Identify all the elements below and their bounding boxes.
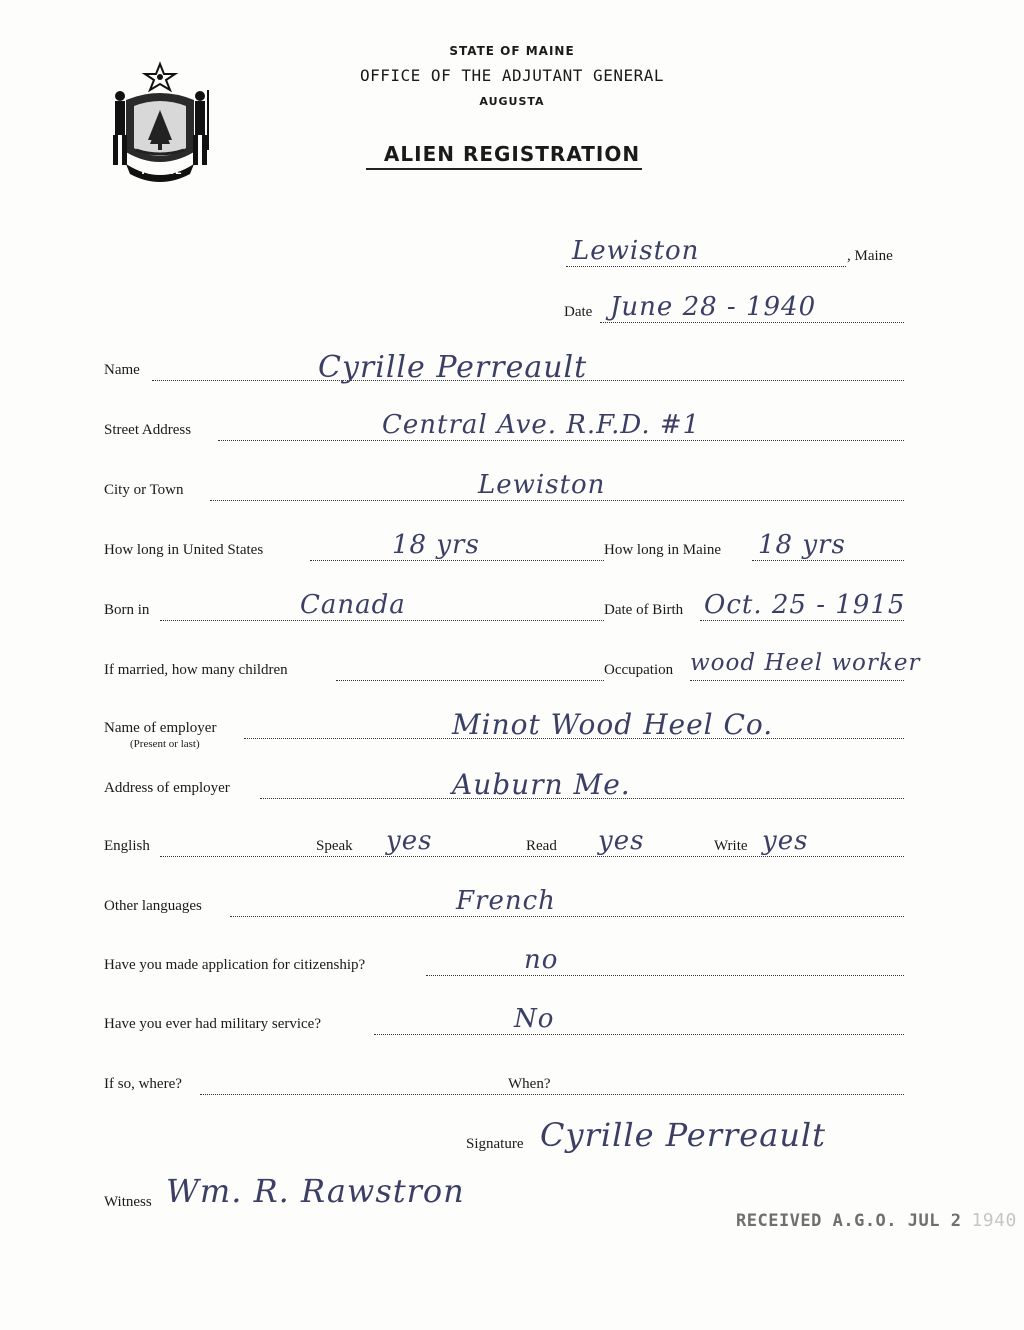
dob-value[interactable]: Oct. 25 - 1915 bbox=[704, 590, 906, 620]
header-office: OFFICE OF THE ADJUTANT GENERAL bbox=[360, 66, 664, 85]
me-stay-value[interactable]: 18 yrs bbox=[758, 530, 846, 560]
citizenship-value[interactable]: no bbox=[524, 945, 559, 975]
place-value[interactable]: Lewiston bbox=[572, 236, 700, 266]
speak-value[interactable]: yes bbox=[386, 826, 433, 856]
header-city: AUGUSTA bbox=[479, 95, 545, 108]
citizenship-row bbox=[0, 945, 1024, 981]
received-stamp bbox=[736, 1210, 1017, 1231]
military-row bbox=[0, 1004, 1024, 1040]
seal-banner-text: MAINE bbox=[141, 166, 183, 177]
city-row bbox=[0, 470, 1024, 506]
read-label: Read bbox=[526, 838, 560, 855]
witness-label: Witness bbox=[104, 1194, 155, 1211]
how-long-row bbox=[0, 530, 1024, 566]
read-value[interactable]: yes bbox=[598, 826, 645, 856]
employer-label: Name of employer bbox=[104, 720, 219, 737]
street-value[interactable]: Central Ave. R.F.D. #1 bbox=[382, 410, 701, 440]
header-state: STATE OF MAINE bbox=[449, 44, 575, 58]
born-row bbox=[0, 590, 1024, 626]
street-row bbox=[0, 410, 1024, 446]
name-value[interactable]: Cyrille Perreault bbox=[318, 350, 588, 385]
signature-value[interactable]: Cyrille Perreault bbox=[540, 1116, 827, 1154]
write-label: Write bbox=[714, 838, 751, 855]
dob-label: Date of Birth bbox=[604, 602, 686, 619]
where-when-row bbox=[0, 1076, 1024, 1100]
other-languages-value[interactable]: French bbox=[456, 886, 556, 916]
military-value[interactable]: No bbox=[514, 1004, 555, 1034]
street-label: Street Address bbox=[104, 422, 194, 439]
employer-address-value[interactable]: Auburn Me. bbox=[452, 768, 631, 801]
city-label: City or Town bbox=[104, 482, 187, 499]
other-languages-label: Other languages bbox=[104, 898, 205, 915]
date-label: Date bbox=[564, 304, 595, 321]
occupation-value[interactable]: wood Heel worker bbox=[690, 650, 921, 676]
date-value[interactable]: June 28 - 1940 bbox=[610, 292, 817, 322]
where-label: If so, where? bbox=[104, 1076, 185, 1093]
employer-address-row bbox=[0, 768, 1024, 804]
military-label: Have you ever had military service? bbox=[104, 1016, 324, 1033]
write-value[interactable]: yes bbox=[762, 826, 809, 856]
signature-label: Signature bbox=[466, 1136, 527, 1153]
english-row bbox=[0, 826, 1024, 862]
employer-value[interactable]: Minot Wood Heel Co. bbox=[452, 708, 774, 741]
me-stay-label: How long in Maine bbox=[604, 542, 724, 559]
name-row bbox=[0, 350, 1024, 386]
employer-address-label: Address of employer bbox=[104, 780, 233, 797]
place-label: , Maine bbox=[847, 248, 896, 265]
employer-sublabel: (Present or last) bbox=[130, 738, 200, 750]
us-stay-label: How long in United States bbox=[104, 542, 266, 559]
city-value[interactable]: Lewiston bbox=[478, 470, 606, 500]
when-label: When? bbox=[508, 1076, 553, 1093]
english-label: English bbox=[104, 838, 153, 855]
born-value[interactable]: Canada bbox=[300, 590, 406, 620]
title-underline bbox=[366, 168, 642, 170]
witness-value[interactable]: Wm. R. Rawstron bbox=[166, 1172, 465, 1210]
name-label: Name bbox=[104, 362, 143, 379]
children-row bbox=[0, 650, 1024, 686]
date-row bbox=[0, 292, 1024, 328]
children-label: If married, how many children bbox=[104, 662, 291, 679]
occupation-label: Occupation bbox=[604, 662, 676, 679]
other-languages-row bbox=[0, 886, 1024, 922]
received-stamp-year: 1940 bbox=[971, 1210, 1017, 1231]
employer-row bbox=[0, 708, 1024, 750]
us-stay-value[interactable]: 18 yrs bbox=[392, 530, 480, 560]
speak-label: Speak bbox=[316, 838, 356, 855]
form-title: ALIEN REGISTRATION bbox=[383, 142, 641, 166]
citizenship-label: Have you made application for citizenship? bbox=[104, 957, 368, 974]
place-row bbox=[0, 236, 1024, 272]
signature-row bbox=[0, 1116, 1024, 1160]
received-stamp-text: RECEIVED A.G.O. JUL 2 bbox=[736, 1211, 962, 1231]
born-label: Born in bbox=[104, 602, 152, 619]
